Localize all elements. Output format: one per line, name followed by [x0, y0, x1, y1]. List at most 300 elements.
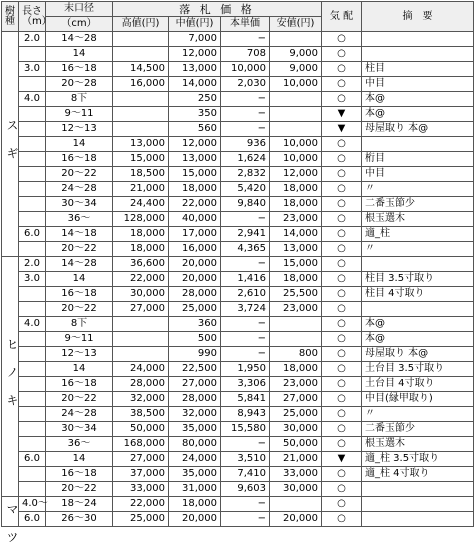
- unit-price-cell: 1,624: [221, 152, 270, 167]
- length-cell: [19, 152, 46, 167]
- length-cell: [19, 467, 46, 482]
- high-price-cell: 27,000: [113, 302, 169, 317]
- mid-price-cell: 18,000: [169, 497, 221, 512]
- species-cell: マツ: [2, 497, 19, 527]
- diameter-cell: 20〜22: [46, 392, 113, 407]
- diameter-cell: 12〜13: [46, 347, 113, 362]
- summary-cell: 土台目 4寸取り: [362, 377, 474, 392]
- low-price-cell: [270, 122, 322, 137]
- mood-indicator: ○: [322, 422, 362, 437]
- low-price-cell: 23,000: [270, 377, 322, 392]
- mid-price-cell: 27,000: [169, 377, 221, 392]
- low-price-cell: 25,000: [270, 407, 322, 422]
- low-price-cell: 18,000: [270, 197, 322, 212]
- unit-price-cell: 7,410: [221, 467, 270, 482]
- unit-price-cell: −: [221, 437, 270, 452]
- mood-indicator: ○: [322, 212, 362, 227]
- mid-price-cell: 80,000: [169, 437, 221, 452]
- low-price-cell: [270, 92, 322, 107]
- high-price-cell: 21,000: [113, 182, 169, 197]
- length-cell: [19, 362, 46, 377]
- diameter-cell: 30〜34: [46, 422, 113, 437]
- header-species: [2, 2, 19, 32]
- high-price-cell: 24,400: [113, 197, 169, 212]
- table-row: [2, 272, 474, 287]
- diameter-cell: 24〜28: [46, 407, 113, 422]
- length-cell: 4.0: [19, 317, 46, 332]
- mood-indicator: ○: [322, 257, 362, 272]
- mood-indicator: ○: [322, 437, 362, 452]
- unit-price-cell: 10,000: [221, 62, 270, 77]
- unit-price-cell: 5,841: [221, 392, 270, 407]
- table-row: [2, 302, 474, 317]
- mid-price-cell: 12,000: [169, 47, 221, 62]
- mid-price-cell: 35,000: [169, 422, 221, 437]
- low-price-cell: 14,000: [270, 227, 322, 242]
- header-diameter-line2: （cm）: [46, 17, 113, 32]
- mood-indicator: ○: [322, 92, 362, 107]
- length-cell: [19, 392, 46, 407]
- summary-cell: 本@: [362, 317, 474, 332]
- diameter-cell: 26〜30: [46, 512, 113, 527]
- summary-cell: 中目(縁甲取り): [362, 392, 474, 407]
- high-price-cell: 37,000: [113, 467, 169, 482]
- unit-price-cell: −: [221, 212, 270, 227]
- unit-price-cell: 4,365: [221, 242, 270, 257]
- summary-cell: 二番玉節少: [362, 197, 474, 212]
- summary-cell: [362, 47, 474, 62]
- mid-price-cell: 32,000: [169, 407, 221, 422]
- table-row: [2, 407, 474, 422]
- diameter-cell: 14〜28: [46, 32, 113, 47]
- header-unit: 本単価: [221, 17, 270, 32]
- high-price-cell: 30,000: [113, 287, 169, 302]
- high-price-cell: [113, 332, 169, 347]
- high-price-cell: [113, 47, 169, 62]
- species-cell: ヒノキ: [2, 257, 19, 497]
- diameter-cell: 36〜: [46, 212, 113, 227]
- mood-indicator: ○: [322, 407, 362, 422]
- table-row: [2, 107, 474, 122]
- low-price-cell: 20,000: [270, 512, 322, 527]
- unit-price-cell: 3,510: [221, 452, 270, 467]
- table-row: [2, 47, 474, 62]
- low-price-cell: [270, 107, 322, 122]
- mood-indicator: ○: [322, 302, 362, 317]
- length-cell: [19, 77, 46, 92]
- mid-price-cell: 20,000: [169, 512, 221, 527]
- length-cell: [19, 377, 46, 392]
- diameter-cell: 20〜22: [46, 242, 113, 257]
- table-row: [2, 512, 474, 527]
- high-price-cell: [113, 122, 169, 137]
- low-price-cell: 10,000: [270, 77, 322, 92]
- summary-cell: 本@: [362, 107, 474, 122]
- diameter-cell: 14〜28: [46, 257, 113, 272]
- length-cell: [19, 437, 46, 452]
- summary-cell: 根玉選木: [362, 437, 474, 452]
- table-row: [2, 167, 474, 182]
- length-cell: 3.0: [19, 62, 46, 77]
- diameter-cell: 36〜: [46, 437, 113, 452]
- mid-price-cell: 560: [169, 122, 221, 137]
- mid-price-cell: 25,000: [169, 302, 221, 317]
- length-cell: [19, 167, 46, 182]
- mid-price-cell: 990: [169, 347, 221, 362]
- low-price-cell: 27,000: [270, 392, 322, 407]
- mood-indicator: ○: [322, 317, 362, 332]
- low-price-cell: 33,000: [270, 467, 322, 482]
- summary-cell: 柱目 3.5寸取り: [362, 272, 474, 287]
- low-price-cell: 13,000: [270, 242, 322, 257]
- diameter-cell: 14: [46, 362, 113, 377]
- header-length-line2: （m）: [22, 15, 52, 27]
- high-price-cell: 38,500: [113, 407, 169, 422]
- low-price-cell: 50,000: [270, 437, 322, 452]
- unit-price-cell: 5,420: [221, 182, 270, 197]
- high-price-cell: 24,000: [113, 362, 169, 377]
- diameter-cell: 16〜18: [46, 287, 113, 302]
- mid-price-cell: 16,000: [169, 242, 221, 257]
- table-row: [2, 392, 474, 407]
- mood-indicator: ○: [322, 482, 362, 497]
- low-price-cell: 30,000: [270, 482, 322, 497]
- length-cell: 2.0: [19, 32, 46, 47]
- diameter-cell: 14: [46, 452, 113, 467]
- table-row: [2, 182, 474, 197]
- unit-price-cell: −: [221, 332, 270, 347]
- table-row: [2, 287, 474, 302]
- unit-price-cell: −: [221, 497, 270, 512]
- low-price-cell: 18,000: [270, 362, 322, 377]
- low-price-cell: 30,000: [270, 422, 322, 437]
- length-cell: [19, 242, 46, 257]
- summary-cell: 根玉選木: [362, 212, 474, 227]
- low-price-cell: [270, 332, 322, 347]
- length-cell: [19, 182, 46, 197]
- diameter-cell: 9〜11: [46, 107, 113, 122]
- header-species-line2: 種: [5, 15, 15, 27]
- mood-indicator: ○: [322, 287, 362, 302]
- length-cell: [19, 347, 46, 362]
- summary-cell: 母屋取り 本@: [362, 122, 474, 137]
- table-row: [2, 197, 474, 212]
- diameter-cell: 30〜34: [46, 197, 113, 212]
- mid-price-cell: 24,000: [169, 452, 221, 467]
- length-cell: [19, 287, 46, 302]
- table-row: [2, 347, 474, 362]
- length-cell: [19, 332, 46, 347]
- high-price-cell: 28,000: [113, 377, 169, 392]
- table-row: [2, 227, 474, 242]
- diameter-cell: 14: [46, 137, 113, 152]
- unit-price-cell: 8,943: [221, 407, 270, 422]
- header-price-group: 落 札 価 格: [113, 2, 322, 17]
- unit-price-cell: 2,030: [221, 77, 270, 92]
- diameter-cell: 14: [46, 47, 113, 62]
- summary-cell: [362, 497, 474, 512]
- high-price-cell: 18,000: [113, 227, 169, 242]
- diameter-cell: 8下: [46, 92, 113, 107]
- summary-cell: 柱目: [362, 62, 474, 77]
- length-cell: 2.0: [19, 257, 46, 272]
- table-row: [2, 362, 474, 377]
- length-cell: 6.0: [19, 512, 46, 527]
- mood-indicator: ○: [322, 227, 362, 242]
- summary-cell: 本@: [362, 92, 474, 107]
- mood-indicator: ○: [322, 182, 362, 197]
- length-cell: [19, 197, 46, 212]
- table-row: [2, 452, 474, 467]
- unit-price-cell: 15,580: [221, 422, 270, 437]
- table-row: [2, 317, 474, 332]
- mid-price-cell: 31,000: [169, 482, 221, 497]
- table-row: [2, 62, 474, 77]
- mid-price-cell: 15,000: [169, 167, 221, 182]
- unit-price-cell: 1,416: [221, 272, 270, 287]
- unit-price-cell: −: [221, 317, 270, 332]
- mood-indicator: ○: [322, 272, 362, 287]
- table-row: [2, 482, 474, 497]
- header-summary: 摘 要: [362, 2, 474, 32]
- summary-cell: [362, 257, 474, 272]
- unit-price-cell: 1,950: [221, 362, 270, 377]
- high-price-cell: 18,000: [113, 242, 169, 257]
- low-price-cell: 10,000: [270, 152, 322, 167]
- mid-price-cell: 22,000: [169, 197, 221, 212]
- length-cell: [19, 422, 46, 437]
- low-price-cell: [270, 317, 322, 332]
- table-body: [2, 32, 474, 559]
- mood-indicator: ○: [322, 62, 362, 77]
- high-price-cell: [113, 32, 169, 47]
- high-price-cell: 32,000: [113, 392, 169, 407]
- unit-price-cell: −: [221, 107, 270, 122]
- length-cell: 4.0: [19, 92, 46, 107]
- table-row: [2, 137, 474, 152]
- high-price-cell: 27,000: [113, 452, 169, 467]
- summary-cell: 中目: [362, 167, 474, 182]
- low-price-cell: [270, 32, 322, 47]
- unit-price-cell: 2,610: [221, 287, 270, 302]
- mid-price-cell: 28,000: [169, 392, 221, 407]
- diameter-cell: 20〜28: [46, 77, 113, 92]
- unit-price-cell: −: [221, 512, 270, 527]
- mood-indicator: ○: [322, 47, 362, 62]
- mid-price-cell: 20,000: [169, 257, 221, 272]
- summary-cell: 〃: [362, 242, 474, 257]
- mid-price-cell: 14,000: [169, 77, 221, 92]
- mid-price-cell: 17,000: [169, 227, 221, 242]
- high-price-cell: 15,000: [113, 152, 169, 167]
- unit-price-cell: 708: [221, 47, 270, 62]
- mood-indicator: ○: [322, 197, 362, 212]
- summary-cell: 桁目: [362, 152, 474, 167]
- low-price-cell: 15,000: [270, 257, 322, 272]
- mood-indicator: ○: [322, 137, 362, 152]
- low-price-cell: 23,000: [270, 302, 322, 317]
- diameter-cell: 18〜24: [46, 497, 113, 512]
- diameter-cell: 14〜18: [46, 227, 113, 242]
- mid-price-cell: 22,500: [169, 362, 221, 377]
- header-high: 高値(円): [113, 17, 169, 32]
- unit-price-cell: 2,941: [221, 227, 270, 242]
- mood-indicator: ○: [322, 242, 362, 257]
- table-row: [2, 77, 474, 92]
- mood-indicator: ○: [322, 377, 362, 392]
- diameter-cell: 12〜13: [46, 122, 113, 137]
- mood-indicator: ○: [322, 512, 362, 527]
- high-price-cell: 25,000: [113, 512, 169, 527]
- summary-cell: 中目: [362, 77, 474, 92]
- mood-indicator: ○: [322, 467, 362, 482]
- unit-price-cell: −: [221, 32, 270, 47]
- mid-price-cell: 35,000: [169, 467, 221, 482]
- high-price-cell: [113, 317, 169, 332]
- low-price-cell: 9,000: [270, 47, 322, 62]
- low-price-cell: 18,000: [270, 272, 322, 287]
- low-price-cell: 23,000: [270, 212, 322, 227]
- summary-cell: 〃: [362, 182, 474, 197]
- unit-price-cell: 9,603: [221, 482, 270, 497]
- summary-cell: 母屋取り 本@: [362, 347, 474, 362]
- length-cell: [19, 407, 46, 422]
- table-row: [2, 422, 474, 437]
- table-row: [2, 437, 474, 452]
- mood-indicator: ○: [322, 497, 362, 512]
- mid-price-cell: 13,000: [169, 62, 221, 77]
- mid-price-cell: 28,000: [169, 287, 221, 302]
- summary-cell: 柱目 4寸取り: [362, 287, 474, 302]
- table-row: [2, 467, 474, 482]
- mood-indicator: ○: [322, 152, 362, 167]
- mood-indicator: ○: [322, 77, 362, 92]
- table-row: [2, 32, 474, 47]
- summary-cell: 適_柱 4寸取り: [362, 467, 474, 482]
- mid-price-cell: 20,000: [169, 272, 221, 287]
- diameter-cell: 16〜18: [46, 62, 113, 77]
- diameter-cell: 20〜22: [46, 302, 113, 317]
- mood-indicator: ▼: [322, 122, 362, 137]
- unit-price-cell: −: [221, 347, 270, 362]
- table-row: [2, 122, 474, 137]
- low-price-cell: [270, 497, 322, 512]
- unit-price-cell: 3,306: [221, 377, 270, 392]
- low-price-cell: 12,000: [270, 167, 322, 182]
- table-row: [2, 152, 474, 167]
- table-row: [2, 497, 474, 512]
- diameter-cell: 16〜18: [46, 377, 113, 392]
- mood-indicator: ○: [322, 347, 362, 362]
- mid-price-cell: 7,000: [169, 32, 221, 47]
- high-price-cell: 50,000: [113, 422, 169, 437]
- length-cell: [19, 107, 46, 122]
- high-price-cell: [113, 92, 169, 107]
- diameter-cell: 9〜11: [46, 332, 113, 347]
- species-cell: スギ: [2, 32, 19, 257]
- header-diameter-line1: 末口径: [46, 2, 113, 17]
- summary-cell: 二番玉節少: [362, 422, 474, 437]
- high-price-cell: 33,000: [113, 482, 169, 497]
- length-cell: [19, 482, 46, 497]
- mid-price-cell: 13,000: [169, 152, 221, 167]
- low-price-cell: 9,000: [270, 62, 322, 77]
- low-price-cell: 25,500: [270, 287, 322, 302]
- unit-price-cell: −: [221, 122, 270, 137]
- table-row: [2, 377, 474, 392]
- diameter-cell: 20〜22: [46, 167, 113, 182]
- mood-indicator: ○: [322, 362, 362, 377]
- mid-price-cell: 12,000: [169, 137, 221, 152]
- summary-cell: 〃: [362, 407, 474, 422]
- mid-price-cell: 18,000: [169, 182, 221, 197]
- high-price-cell: 168,000: [113, 437, 169, 452]
- mood-indicator: ○: [322, 332, 362, 347]
- mid-price-cell: 360: [169, 317, 221, 332]
- table-row: [2, 257, 474, 272]
- length-cell: 6.0: [19, 227, 46, 242]
- summary-cell: [362, 137, 474, 152]
- high-price-cell: 14,500: [113, 62, 169, 77]
- high-price-cell: 16,000: [113, 77, 169, 92]
- diameter-cell: 24〜28: [46, 182, 113, 197]
- length-cell: [19, 47, 46, 62]
- mid-price-cell: 350: [169, 107, 221, 122]
- unit-price-cell: 9,840: [221, 197, 270, 212]
- low-price-cell: 800: [270, 347, 322, 362]
- low-price-cell: 18,000: [270, 182, 322, 197]
- table-row: [2, 212, 474, 227]
- summary-cell: 土台目 3.5寸取り: [362, 362, 474, 377]
- diameter-cell: 16〜18: [46, 467, 113, 482]
- summary-cell: 本@: [362, 332, 474, 347]
- summary-cell: [362, 482, 474, 497]
- mid-price-cell: 250: [169, 92, 221, 107]
- length-cell: 6.0: [19, 452, 46, 467]
- length-cell: [19, 212, 46, 227]
- high-price-cell: 36,600: [113, 257, 169, 272]
- unit-price-cell: 936: [221, 137, 270, 152]
- length-cell: [19, 302, 46, 317]
- diameter-cell: 14: [46, 272, 113, 287]
- high-price-cell: 128,000: [113, 212, 169, 227]
- mood-indicator: ○: [322, 392, 362, 407]
- header-length: [19, 2, 52, 32]
- unit-price-cell: 2,832: [221, 167, 270, 182]
- summary-cell: 適_柱: [362, 227, 474, 242]
- table-row: [2, 242, 474, 257]
- length-cell: [19, 137, 46, 152]
- mood-indicator: ○: [322, 167, 362, 182]
- mid-price-cell: 500: [169, 332, 221, 347]
- table-row: [2, 92, 474, 107]
- mood-indicator: ▼: [322, 107, 362, 122]
- length-cell: 3.0: [19, 272, 46, 287]
- header-low: 安値(円): [270, 17, 322, 32]
- header-mood: 気 配: [322, 2, 362, 32]
- header-length-line1: 長さ: [22, 5, 42, 17]
- auction-price-table: [1, 1, 474, 559]
- high-price-cell: 13,000: [113, 137, 169, 152]
- table-row: [2, 332, 474, 347]
- header-mid: 中値(円): [169, 17, 221, 32]
- mood-indicator: ▼: [322, 452, 362, 467]
- header-species-line1: 樹: [5, 5, 15, 17]
- unit-price-cell: −: [221, 92, 270, 107]
- high-price-cell: 18,500: [113, 167, 169, 182]
- high-price-cell: 22,000: [113, 497, 169, 512]
- length-cell: 4.0〜: [19, 497, 46, 512]
